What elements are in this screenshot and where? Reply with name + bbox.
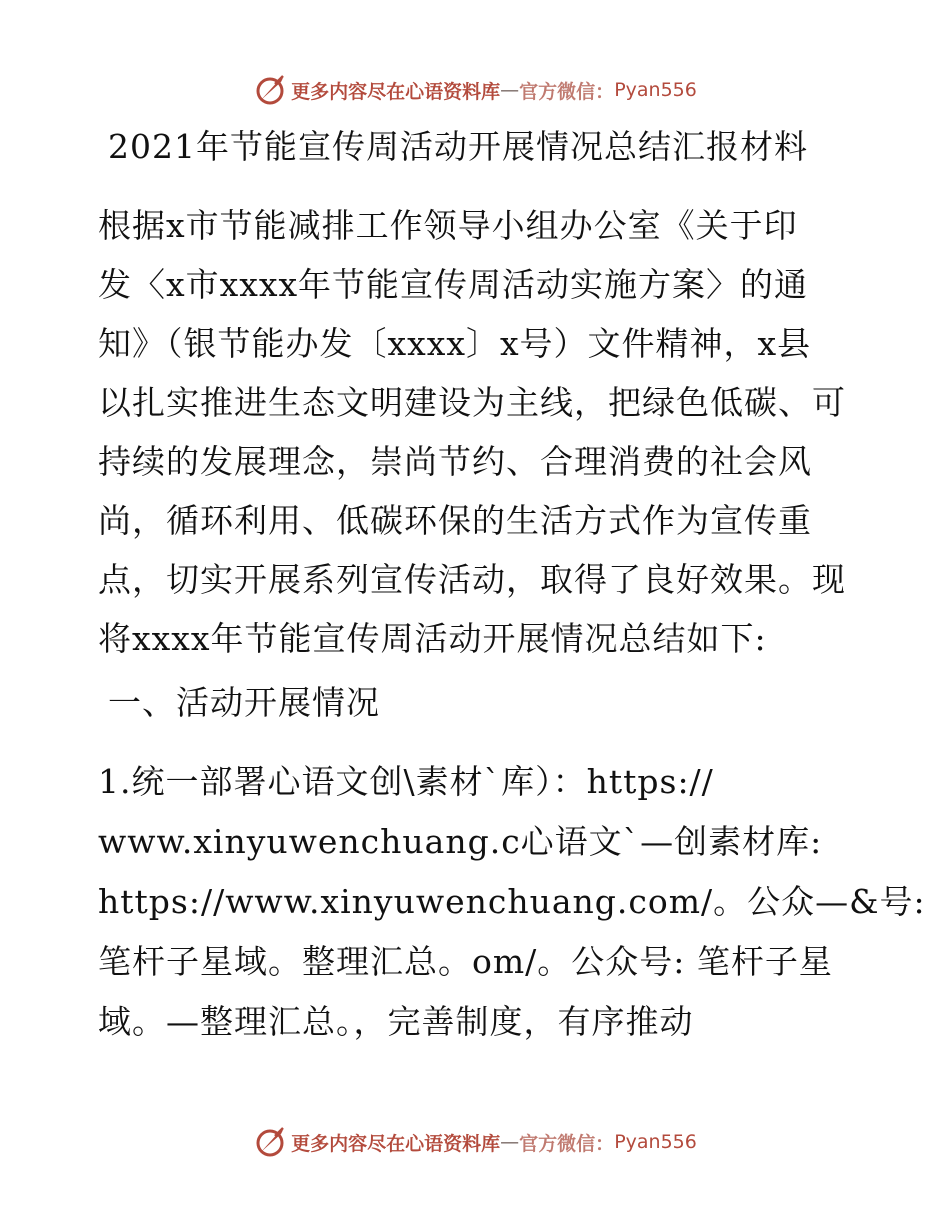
- paragraph-line: 域。—整理汇总。，完善制度，有序推动: [98, 1002, 694, 1041]
- document-title: 2021年节能宣传周活动开展情况总结汇报材料: [108, 127, 808, 166]
- paragraph-line: 持续的发展理念，崇尚节约、合理消费的社会风: [98, 442, 812, 481]
- paragraph-line: www.xinyuwenchuang.c心语文`—创素材库:: [98, 822, 823, 861]
- banner-wechat-label: 官方微信：: [519, 1132, 615, 1155]
- banner-separator: —: [500, 79, 520, 101]
- section-heading: 一、活动开展情况: [108, 683, 380, 722]
- banner-separator: —: [500, 1131, 520, 1153]
- paragraph-line: 点，切实开展系列宣传活动，取得了良好效果。现: [98, 560, 846, 599]
- item-paragraph: [98, 752, 926, 1052]
- paragraph-line: 笔杆子星域。整理汇总。om/。公众号: 笔杆子星: [98, 942, 833, 981]
- banner-main-text: 更多内容尽在心语资料库: [291, 80, 501, 103]
- paragraph-line: 发〈x市xxxx年节能宣传周活动实施方案〉的通: [98, 265, 809, 304]
- quill-pen-logo-icon: [253, 1124, 289, 1160]
- paragraph-line: 1.统一部署心语文创\素材`库）：https://: [98, 762, 714, 801]
- paragraph-line: https://www.xinyuwenchuang.com/。公众—&号:: [98, 882, 926, 921]
- quill-pen-logo-icon: [253, 72, 289, 108]
- banner-wechat-label: 官方微信：: [519, 80, 615, 103]
- banner-wechat-id: Pyan556: [614, 1131, 697, 1153]
- intro-paragraph: [98, 196, 858, 668]
- paragraph-line: 以扎实推进生态文明建设为主线，把绿色低碳、可: [98, 383, 846, 422]
- banner-wechat-id: Pyan556: [614, 79, 697, 101]
- paragraph-line: 根据x市节能减排工作领导小组办公室《关于印: [98, 206, 798, 245]
- footer-banner[interactable]: [0, 1124, 950, 1160]
- banner-main-text: 更多内容尽在心语资料库: [291, 1132, 501, 1155]
- paragraph-line: 将xxxx年节能宣传周活动开展情况总结如下:: [98, 619, 767, 658]
- paragraph-line: 尚，循环利用、低碳环保的生活方式作为宣传重: [98, 501, 812, 540]
- paragraph-line: 知》（银节能办发〔xxxx〕x号）文件精神，x县: [98, 324, 812, 363]
- header-banner[interactable]: [0, 72, 950, 108]
